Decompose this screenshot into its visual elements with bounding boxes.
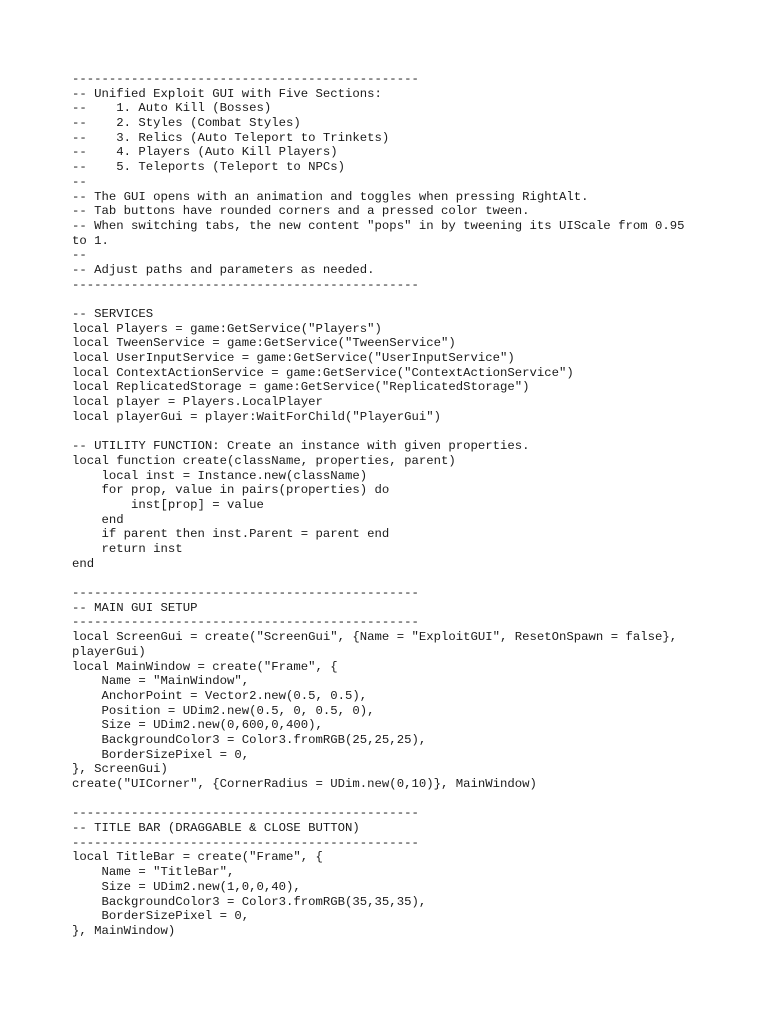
code-line: -- 3. Relics (Auto Teleport to Trinkets) bbox=[72, 130, 390, 145]
code-line: -- Tab buttons have rounded corners and a pressed color tween. bbox=[72, 204, 530, 219]
code-line: to 1. bbox=[72, 233, 109, 248]
code-line: Name = "TitleBar", bbox=[72, 865, 235, 880]
code-line: playerGui) bbox=[72, 644, 146, 659]
code-line: ----------------------------------------------- bbox=[72, 586, 419, 601]
code-line: for prop, value in pairs(properties) do bbox=[72, 483, 390, 498]
code-line: local UserInputService = game:GetService("UserInputService") bbox=[72, 351, 515, 366]
code-line bbox=[72, 292, 722, 307]
code-line: local playerGui = player:WaitForChild("PlayerGui") bbox=[72, 409, 441, 424]
code-line: }, MainWindow) bbox=[72, 923, 176, 938]
code-line: -- bbox=[72, 248, 87, 263]
code-line: -- Unified Exploit GUI with Five Sections: bbox=[72, 86, 382, 101]
code-line: local TweenService = game:GetService("TweenService") bbox=[72, 336, 456, 351]
code-line bbox=[72, 425, 722, 440]
code-line: ----------------------------------------------- bbox=[72, 277, 419, 292]
code-line: ----------------------------------------------- bbox=[72, 835, 419, 850]
code-line: ----------------------------------------------- bbox=[72, 72, 419, 86]
code-line: Position = UDim2.new(0.5, 0, 0.5, 0), bbox=[72, 703, 375, 718]
code-line bbox=[72, 571, 722, 586]
code-line: -- 2. Styles (Combat Styles) bbox=[72, 116, 301, 131]
code-line: local Players = game:GetService("Players") bbox=[72, 321, 382, 336]
code-line: end bbox=[72, 512, 124, 527]
code-line: -- TITLE BAR (DRAGGABLE & CLOSE BUTTON) bbox=[72, 821, 360, 836]
code-line: if parent then inst.Parent = parent end bbox=[72, 527, 390, 542]
code-line: ----------------------------------------------- bbox=[72, 806, 419, 821]
code-line: AnchorPoint = Vector2.new(0.5, 0.5), bbox=[72, 688, 368, 703]
code-line: -- The GUI opens with an animation and toggles when pressing RightAlt. bbox=[72, 189, 589, 204]
code-line: BorderSizePixel = 0, bbox=[72, 909, 250, 924]
code-line: local ScreenGui = create("ScreenGui", {Name = "ExploitGUI", ResetOnSpawn = false}, bbox=[72, 630, 678, 645]
code-line: local inst = Instance.new(className) bbox=[72, 468, 368, 483]
code-line: Name = "MainWindow", bbox=[72, 674, 250, 689]
code-line: -- SERVICES bbox=[72, 307, 154, 321]
code-line: inst[prop] = value bbox=[72, 497, 264, 512]
code-line: local ContextActionService = game:GetService("ContextActionService") bbox=[72, 365, 574, 380]
code-line: -- 5. Teleports (Teleport to NPCs) bbox=[72, 160, 346, 175]
code-line: BorderSizePixel = 0, bbox=[72, 747, 250, 762]
code-line: create("UICorner", {CornerRadius = UDim.new(0,10)}, MainWindow) bbox=[72, 777, 537, 791]
code-line: local MainWindow = create("Frame", { bbox=[72, 659, 338, 674]
code-line: local function create(className, properties, parent) bbox=[72, 453, 456, 468]
code-line: local ReplicatedStorage = game:GetService("ReplicatedStorage") bbox=[72, 380, 530, 395]
code-line: Size = UDim2.new(1,0,0,40), bbox=[72, 879, 301, 894]
code-line: ----------------------------------------------- bbox=[72, 615, 419, 630]
code-line: return inst bbox=[72, 542, 183, 556]
code-line: local TitleBar = create("Frame", { bbox=[72, 850, 323, 865]
code-line: -- 4. Players (Auto Kill Players) bbox=[72, 145, 338, 160]
code-line: -- When switching tabs, the new content "pops" in by tweening its UIScale from 0.95 bbox=[72, 218, 685, 233]
code-line: local player = Players.LocalPlayer bbox=[72, 395, 323, 410]
code-block bbox=[72, 72, 722, 939]
code-line: -- MAIN GUI SETUP bbox=[72, 600, 198, 615]
code-line: -- Adjust paths and parameters as needed. bbox=[72, 262, 375, 277]
code-line: -- bbox=[72, 174, 87, 189]
code-line: -- UTILITY FUNCTION: Create an instance with given properties. bbox=[72, 439, 530, 454]
code-line: -- 1. Auto Kill (Bosses) bbox=[72, 101, 272, 116]
code-line: }, ScreenGui) bbox=[72, 762, 168, 777]
code-line: BackgroundColor3 = Color3.fromRGB(35,35,35), bbox=[72, 894, 427, 909]
code-line: Size = UDim2.new(0,600,0,400), bbox=[72, 718, 323, 733]
code-line bbox=[72, 792, 722, 807]
code-line: end bbox=[72, 556, 95, 571]
code-line: BackgroundColor3 = Color3.fromRGB(25,25,25), bbox=[72, 732, 427, 747]
